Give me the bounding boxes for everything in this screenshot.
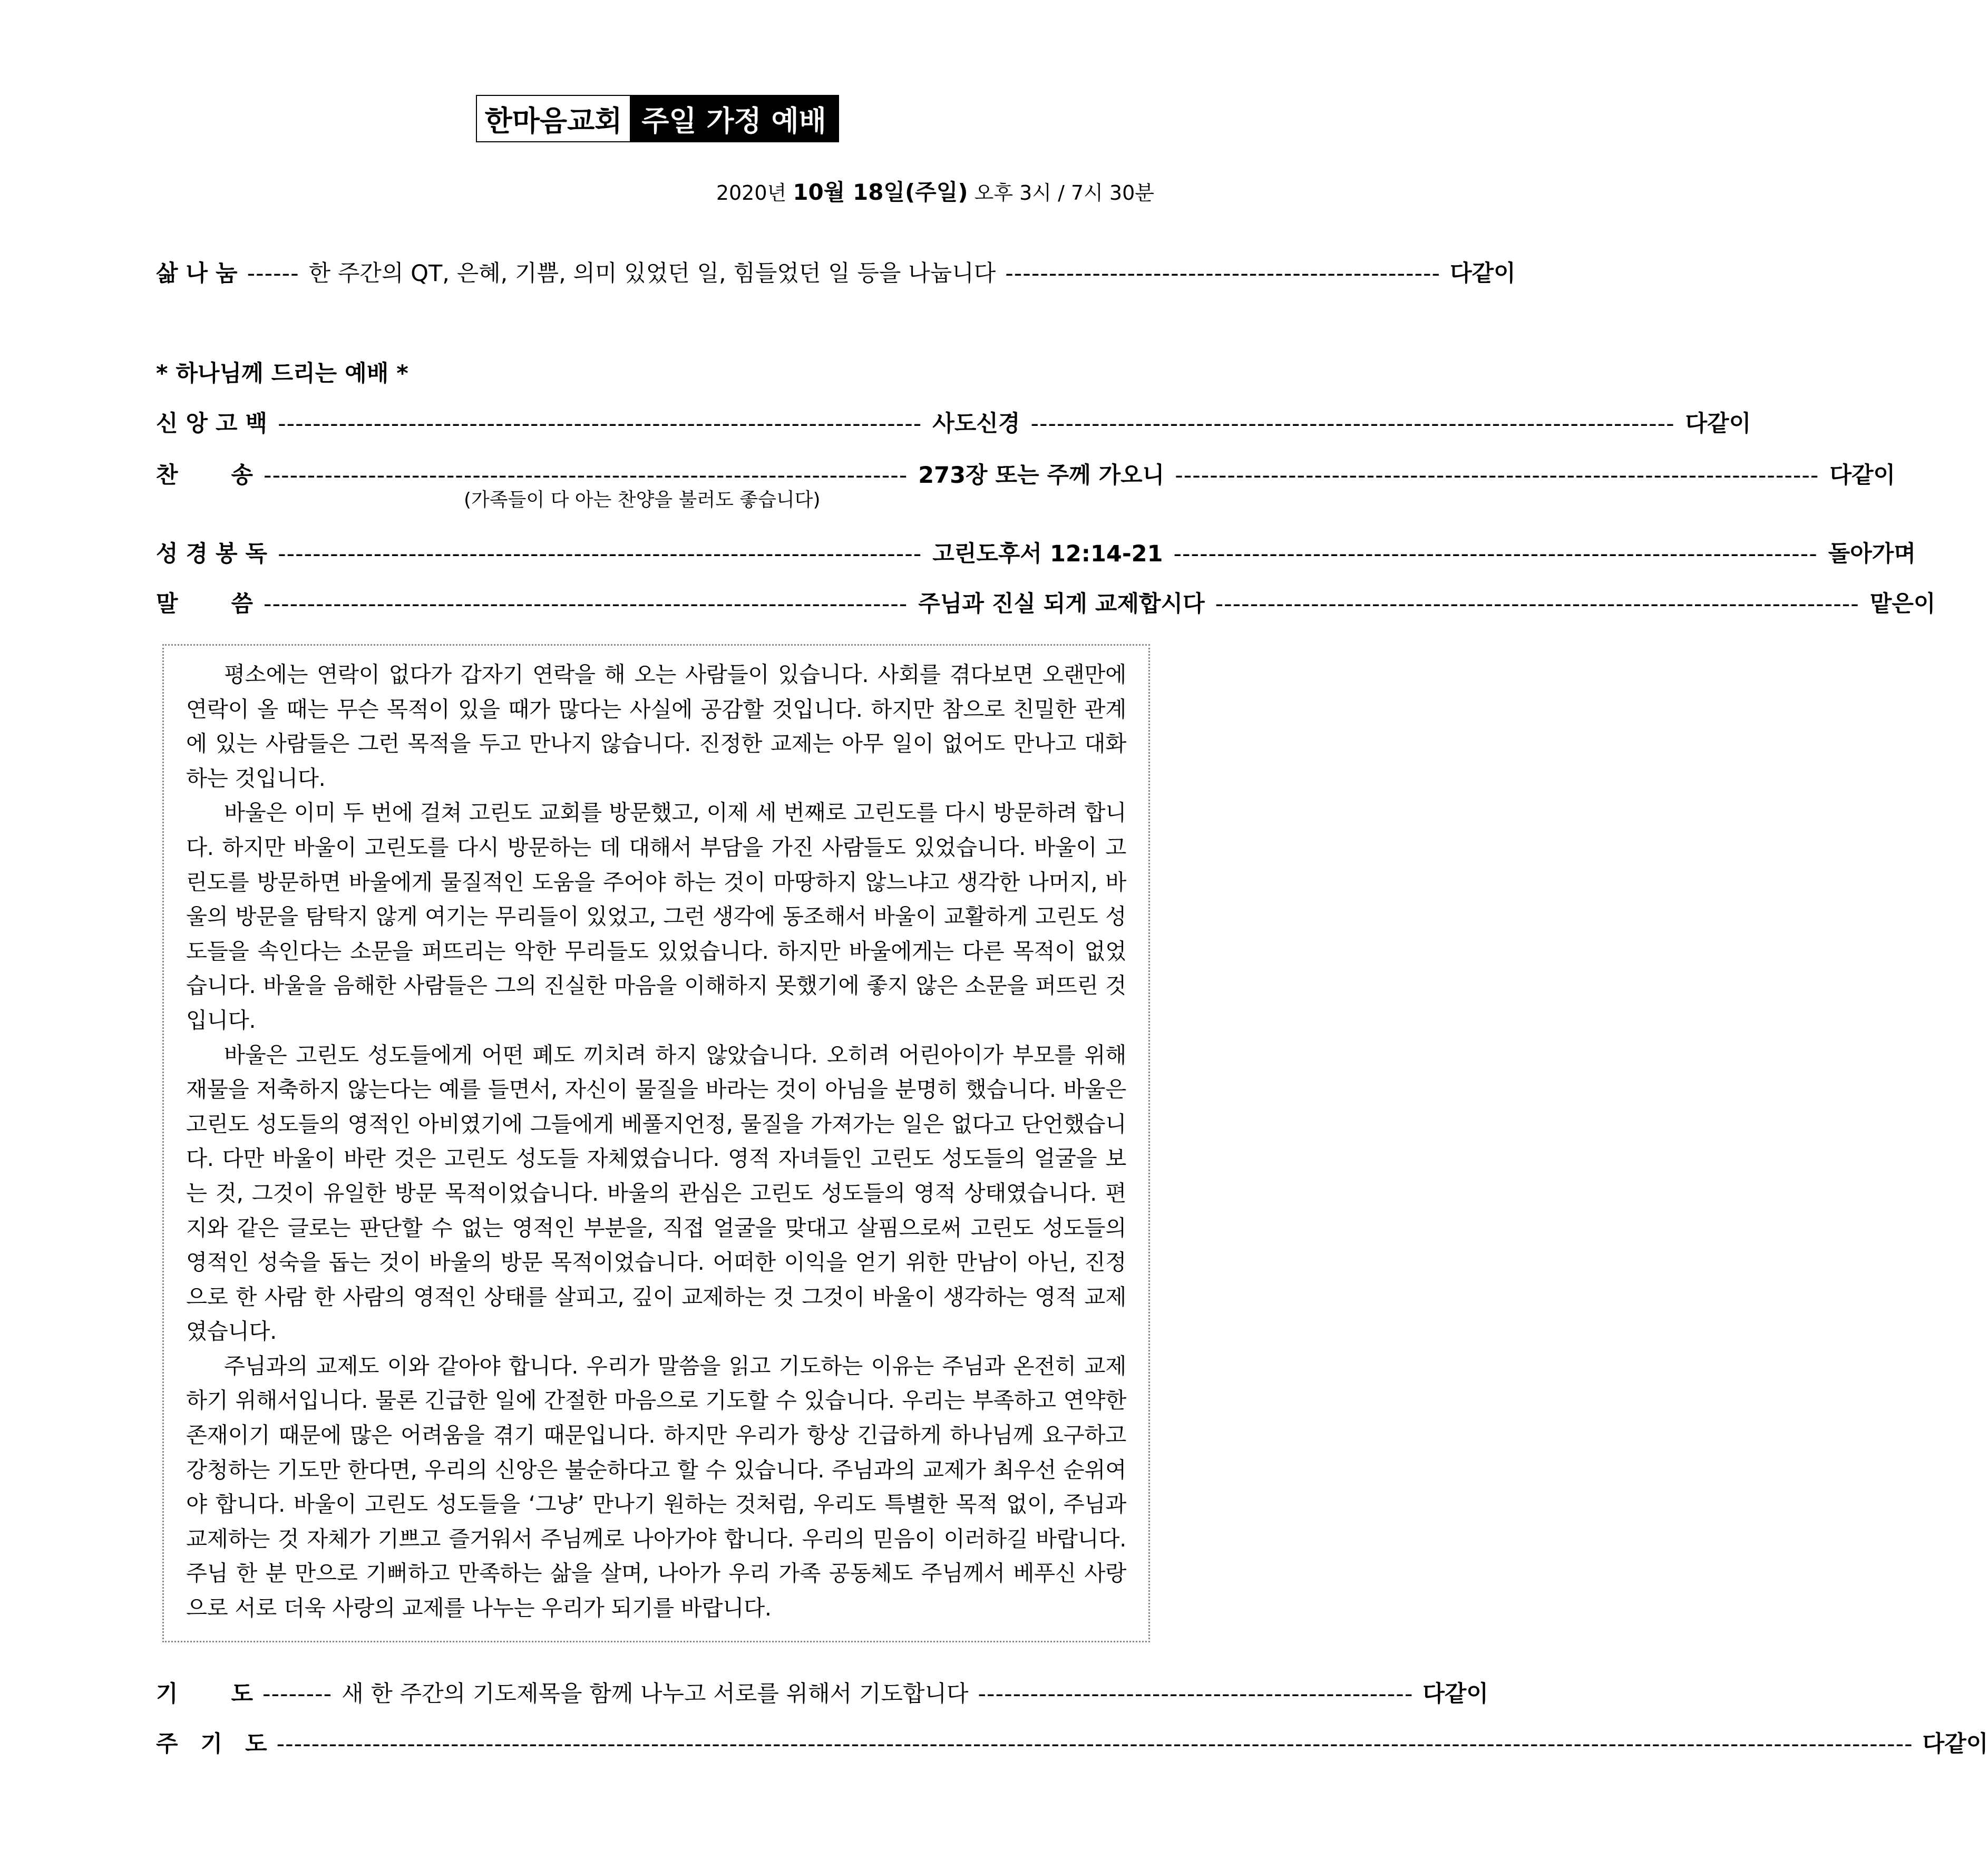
hymn-content: 273장 또는 주께 가오니 [918, 462, 1165, 489]
lords-prayer-row [156, 1726, 1988, 1758]
creed-label: 신 앙 고 백 [156, 411, 268, 437]
sermon-paragraph: 바울은 고린도 성도들에게 어떤 폐도 끼치려 하지 않았습니다. 오히려 어린아이가 부모를 위해 재물을 저축하지 않는다는 예를 들면서, 자신이 물질을 바라는 것이 아님을 분명히 했습니다. 바울은 고린도 성도들의 영적인 아비였기에 그들에게 베풀지언정, 물질을 가져가는 일은 없다고 단언했습니다. 다만 바울이 바란 것은 고린도 성도들 자체였습니다. 영적 자녀들인 고린도 성도들의 얼굴을 보는 것, 그것이 유일한 방문 목적이었습니다. 바울의 관심은 고린도 성도들의 영적 상태였습니다. 편지와 같은 글로는 판단할 수 없는 영적인 부분을, 직접 얼굴을 맞대고 살핌으로써 고린도 성도들의 영적인 성숙을 돕는 것이 바울의 방문 목적이었습니다. 어떠한 이익을 얻기 위한 만남이 아닌, 진정으로 한 사람 한 사람의 영적인 상태를 살피고, 깊이 교제하는 것 그것이 바울이 생각하는 영적 교제였습니다. [186, 1042, 1126, 1345]
church-name: 한마음교회 [477, 96, 630, 141]
dash-leader: -------------------------------------------------------------------------- [1173, 541, 1818, 567]
reading-label: 성 경 봉 독 [156, 541, 268, 567]
sharing-row [156, 256, 1516, 288]
dash-leader: -------------------------------------------------------------------------------------------------------------------------------------------------------------------------------------------- [276, 1731, 1913, 1757]
hymn-who: 다같이 [1829, 462, 1896, 489]
dash-leader: -------------------------------------------------- [978, 1681, 1414, 1707]
service-date [716, 175, 1154, 207]
prayer-text: 새 한 주간의 기도제목을 함께 나누고 서로를 위해서 기도합니다 [342, 1681, 969, 1707]
sermon-label: 말 씀 [156, 591, 254, 617]
sharing-who: 다같이 [1450, 260, 1516, 287]
hymn-label: 찬 송 [156, 462, 254, 489]
creed-row [156, 406, 1751, 438]
dash-leader: -------- [262, 1681, 333, 1707]
sharing-label: 삶 나 눔 [156, 260, 238, 287]
reading-row [156, 536, 1916, 568]
date-day: 10월 18일(주일) [793, 179, 968, 205]
prayer-who: 다같이 [1422, 1681, 1488, 1707]
dash-leader: -------------------------------------------------------------------------- [264, 462, 908, 489]
worship-heading: * 하나님께 드리는 예배 * [156, 361, 408, 387]
reading-who: 돌아가며 [1828, 541, 1916, 567]
dash-leader: -------------------------------------------------------------------------- [264, 591, 908, 617]
dash-leader: -------------------------------------------------------------------------- [1030, 411, 1675, 437]
reading-content: 고린도후서 12:14-21 [932, 541, 1163, 567]
sermon-paragraph: 평소에는 연락이 없다가 갑자기 연락을 해 오는 사람들이 있습니다. 사회를 겪다보면 오랜만에 연락이 올 때는 무슨 목적이 있을 때가 많다는 사실에 공감할 것입니다. 하지만 참으로 친밀한 관계에 있는 사람들은 그런 목적을 두고 만나지 않습니다. 진정한 교제는 아무 일이 없어도 만나고 대화하는 것입니다. [186, 661, 1126, 791]
sharing-text: 한 주간의 QT, 은혜, 기쁨, 의미 있었던 일, 힘들었던 일 등을 나눕니다 [308, 260, 996, 287]
dash-leader: -------------------------------------------------------------------------- [278, 541, 922, 567]
sermon-paragraph: 주님과의 교제도 이와 같아야 합니다. 우리가 말씀을 읽고 기도하는 이유는 주님과 온전히 교제하기 위해서입니다. 물론 긴급한 일에 간절한 마음으로 기도할 수 있습니다. 우리는 부족하고 연약한 존재이기 때문에 많은 어려움을 겪기 때문입니다. 하지만 우리가 항상 긴급하게 하나님께 요구하고 강청하는 기도만 한다면, 우리의 신앙은 불순하다고 할 수 있습니다. 주님과의 교제가 최우선 순위여야 합니다. 바울이 고린도 성도들을 ‘그냥’ 만나기 원하는 것처럼, 우리도 특별한 목적 없이, 주님과 교제하는 것 자체가 기쁘고 즐거워서 주님께로 나아가야 합니다. 우리의 믿음이 이러하길 바랍니다. 주님 한 분 만으로 기뻐하고 만족하는 삶을 살며, 나아가 우리 가족 공동체도 주님께서 베푸신 사랑으로 서로 더욱 사랑의 교제를 나누는 우리가 되기를 바랍니다. [186, 1352, 1126, 1621]
sermon-row [156, 586, 1936, 618]
dash-leader: ------ [247, 260, 299, 287]
date-time: 오후 3시 / 7시 30분 [974, 181, 1154, 205]
title-box [476, 95, 839, 142]
sermon-title: 주님과 진실 되게 교제합시다 [918, 591, 1205, 617]
creed-who: 다같이 [1685, 411, 1751, 437]
sermon-text-box [162, 644, 1150, 1642]
prayer-row [156, 1676, 1488, 1708]
service-title: 주일 가정 예배 [630, 96, 838, 141]
hymn-note: (가족들이 다 아는 찬양을 불러도 좋습니다) [464, 489, 821, 511]
lords-prayer-label: 주 기 도 [156, 1731, 267, 1757]
sermon-who: 맡은이 [1869, 591, 1936, 617]
sermon-paragraph: 바울은 이미 두 번에 걸쳐 고린도 교회를 방문했고, 이제 세 번째로 고린도를 다시 방문하려 합니다. 하지만 바울이 고린도를 다시 방문하는 데 대해서 부담을 가진 사람들도 있었습니다. 바울이 고린도를 방문하면 바울에게 물질적인 도움을 주어야 하는 것이 마땅하지 않느냐고 생각한 나머지, 바울의 방문을 탐탁지 않게 여기는 무리들이 있었고, 그런 생각에 동조해서 바울이 교활하게 고린도 성도들을 속인다는 소문을 퍼뜨리는 악한 무리들도 있었습니다. 하지만 바울에게는 다른 목적이 없었습니다. 바울을 음해한 사람들은 그의 진실한 마음을 이해하지 못했기에 좋지 않은 소문을 퍼뜨린 것입니다. [186, 800, 1126, 1033]
dash-leader: -------------------------------------------------------------------------- [1215, 591, 1859, 617]
lords-prayer-who: 다같이 [1922, 1731, 1988, 1757]
prayer-label: 기 도 [156, 1681, 254, 1707]
dash-leader: -------------------------------------------------------------------------- [1175, 462, 1819, 489]
date-year: 2020년 [716, 181, 787, 205]
dash-leader: -------------------------------------------------------------------------- [278, 411, 922, 437]
creed-content: 사도신경 [932, 411, 1020, 437]
dash-leader: -------------------------------------------------- [1005, 260, 1441, 287]
